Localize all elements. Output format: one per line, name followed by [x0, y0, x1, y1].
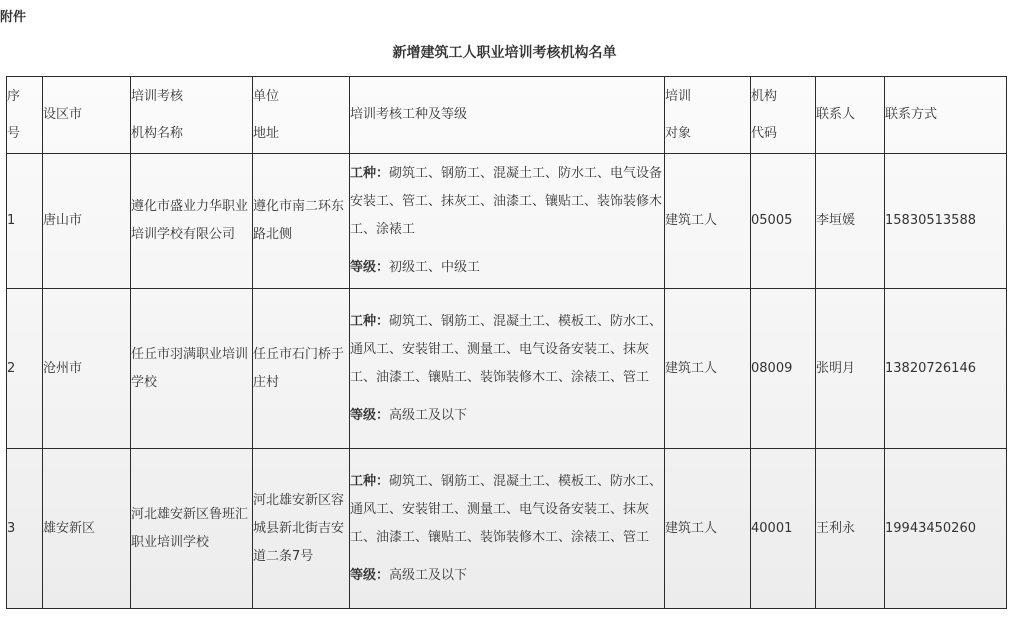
types-line — [350, 308, 664, 392]
row-serial-number: 1 — [7, 154, 43, 289]
row-phone: 15830513588 — [885, 154, 1007, 289]
level-line — [350, 562, 664, 590]
header-org-line2: 机构名称 — [131, 126, 184, 141]
row-serial-number: 2 — [7, 289, 43, 449]
header-org-name — [131, 77, 253, 154]
level-value: 高级工及以下 — [389, 407, 468, 423]
row-types-levels — [350, 449, 665, 609]
row-city: 雄安新区 — [43, 449, 131, 609]
types-label: 工种： — [350, 166, 390, 181]
types-value: 砌筑工、钢筋工、混凝土工、模板工、防水工、通风工、安装钳工、测量工、电气设备安装工、抹灰工、油漆工、镶贴工、装饰装修木工、涂裱工、管工 — [350, 473, 663, 545]
header-target-line1: 培训 — [665, 89, 692, 104]
header-serial-line2: 号 — [7, 126, 21, 141]
row-address: 任丘市石门桥于庄村 — [253, 289, 350, 449]
row-org-code: 08009 — [751, 289, 816, 449]
row-org-code: 40001 — [751, 449, 816, 609]
header-serial-line1: 序 — [7, 89, 21, 104]
header-contact: 联系人 — [816, 77, 885, 154]
header-code-line1: 机构 — [751, 89, 778, 104]
row-types-levels — [350, 154, 665, 289]
row-contact: 王利永 — [816, 449, 885, 609]
table-row — [7, 289, 1007, 449]
row-target: 建筑工人 — [665, 154, 751, 289]
attachment-label: 附件 — [0, 10, 27, 25]
row-types-levels — [350, 289, 665, 449]
document-title: 新增建筑工人职业培训考核机构名单 — [392, 45, 617, 61]
types-value: 砌筑工、钢筋工、混凝土工、模板工、防水工、通风工、安装钳工、测量工、电气设备安装工、抹灰工、油漆工、镶贴工、装饰装修木工、涂裱工、管工 — [350, 313, 663, 385]
types-line — [350, 468, 664, 552]
level-value: 初级工、中级工 — [389, 260, 481, 275]
level-line — [350, 254, 664, 282]
level-line — [350, 402, 664, 430]
table-header-row — [7, 77, 1007, 154]
header-target — [665, 77, 751, 154]
types-value: 砌筑工、钢筋工、混凝土工、防水工、电气设备安装工、管工、抹灰工、油漆工、镶贴工、装饰装修木工、涂裱工 — [350, 166, 663, 237]
header-address-line1: 单位 — [253, 89, 280, 104]
row-target: 建筑工人 — [665, 289, 751, 449]
row-contact: 李垣媛 — [816, 154, 885, 289]
header-address — [253, 77, 350, 154]
row-serial-number: 3 — [7, 449, 43, 609]
header-address-line2: 地址 — [253, 126, 280, 141]
row-org-code: 05005 — [751, 154, 816, 289]
level-value: 高级工及以下 — [389, 567, 468, 583]
header-phone: 联系方式 — [885, 77, 1007, 154]
types-label: 工种： — [350, 313, 390, 329]
row-city: 沧州市 — [43, 289, 131, 449]
row-phone: 13820726146 — [885, 289, 1007, 449]
row-contact: 张明月 — [816, 289, 885, 449]
header-target-line2: 对象 — [665, 126, 692, 141]
level-label: 等级： — [350, 260, 390, 275]
table-row — [7, 449, 1007, 609]
row-phone: 19943450260 — [885, 449, 1007, 609]
header-org-line1: 培训考核 — [131, 89, 184, 104]
training-org-table — [6, 76, 1007, 609]
header-org-code — [751, 77, 816, 154]
row-address: 遵化市南二环东路北侧 — [253, 154, 350, 289]
types-label: 工种： — [350, 473, 390, 489]
level-label: 等级： — [350, 407, 390, 423]
row-org-name: 遵化市盛业力华职业培训学校有限公司 — [131, 154, 253, 289]
header-code-line2: 代码 — [751, 126, 778, 141]
header-types-levels: 培训考核工种及等级 — [350, 77, 665, 154]
header-city: 设区市 — [43, 77, 131, 154]
header-serial-number — [7, 77, 43, 154]
row-city: 唐山市 — [43, 154, 131, 289]
row-address: 河北雄安新区容城县新北街吉安道二条7号 — [253, 449, 350, 609]
types-line — [350, 160, 664, 244]
table-row — [7, 154, 1007, 289]
row-target: 建筑工人 — [665, 449, 751, 609]
row-org-name: 河北雄安新区鲁班汇职业培训学校 — [131, 449, 253, 609]
level-label: 等级： — [350, 567, 390, 583]
row-org-name: 任丘市羽满职业培训学校 — [131, 289, 253, 449]
